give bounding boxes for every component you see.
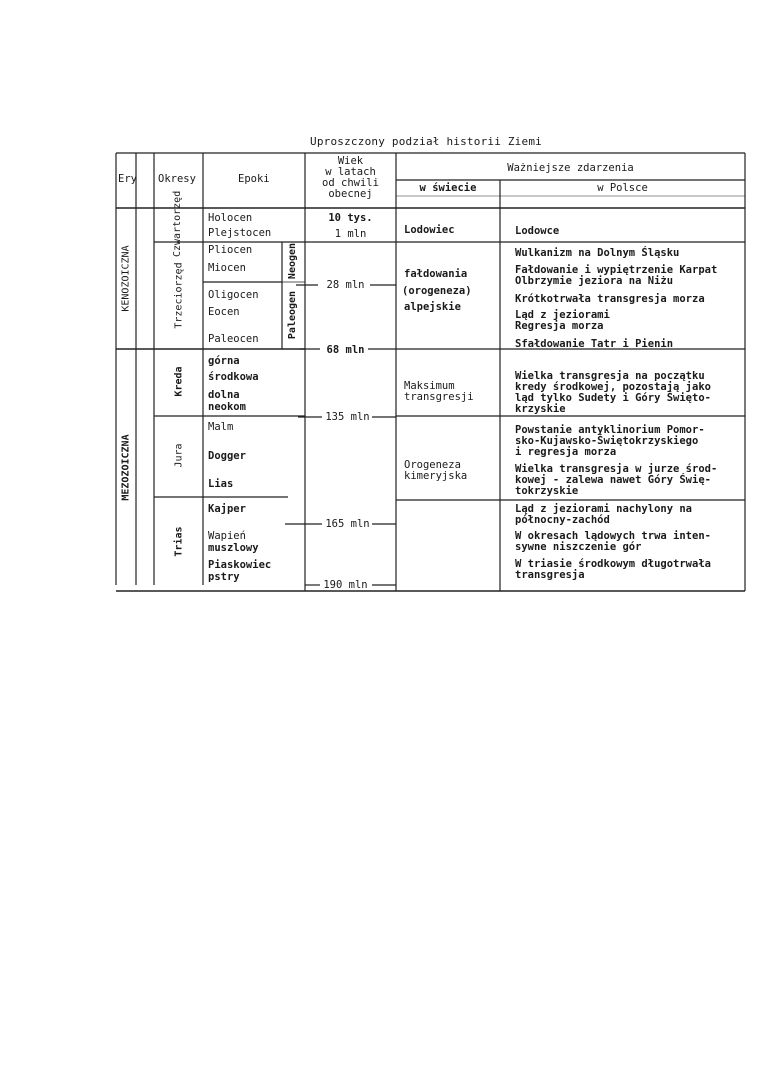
subperiod-neogen: Neogen xyxy=(287,242,298,280)
page-title: Uproszczony podział historii Ziemi xyxy=(310,135,542,148)
era-kenozoiczna: KENOZOICZNA xyxy=(120,245,132,312)
header-wiek-4: obecnej xyxy=(328,188,373,200)
pl-lad-nachylony-2: północny-zachód xyxy=(515,514,610,526)
epoch-dolna: dolna xyxy=(208,389,240,401)
header-w-swiecie: w świecie xyxy=(419,182,477,194)
age-1-mln: 1 mln xyxy=(334,228,367,240)
pl-antyklinorium-3: i regresja morza xyxy=(515,446,617,458)
pl-jura-1: Wielka transgresja w jurze środ- xyxy=(515,463,718,475)
epoch-kajper: Kajper xyxy=(208,503,246,515)
epoch-muszlowy: muszlowy xyxy=(208,542,259,554)
header-wiek-1: Wiek xyxy=(337,155,364,167)
age-135-mln: 135 mln xyxy=(325,411,370,423)
epoch-dogger: Dogger xyxy=(208,450,246,462)
pl-sfaldowanie-tatr: Sfałdowanie Tatr i Pienin xyxy=(515,338,674,350)
world-lodowiec: Lodowiec xyxy=(404,224,455,236)
age-10-tys: 10 tys. xyxy=(328,212,373,224)
period-kreda: Kreda xyxy=(173,366,185,397)
pl-lodowce: Lodowce xyxy=(515,225,560,237)
world-maksimum: Maksimum xyxy=(404,380,455,392)
pl-wielka-transgresja-1: Wielka transgresja na początku xyxy=(515,370,705,382)
world-faldowania: fałdowania xyxy=(404,268,468,280)
epoch-paleocen: Paleocen xyxy=(208,333,259,345)
period-jura: Jura xyxy=(173,443,185,468)
epoch-wapien: Wapień xyxy=(208,530,246,542)
pl-olbrzymie-jeziora: Olbrzymie jeziora na Niżu xyxy=(515,275,674,287)
epoch-miocen: Miocen xyxy=(208,262,246,274)
age-28-mln: 28 mln xyxy=(326,279,365,291)
header-ery: Ery xyxy=(118,173,137,185)
period-trzeciorzed: Trzeciorzęd xyxy=(173,262,185,329)
pl-niszczenie-1: W okresach lądowych trwa inten- xyxy=(515,530,711,542)
epoch-pliocen: Pliocen xyxy=(208,244,253,256)
world-orogeneza-kimeryjska-1: Orogeneza xyxy=(404,459,461,471)
pl-krotkotrwala: Krótkotrwała transgresja morza xyxy=(515,293,705,305)
epoch-srodkowa: środkowa xyxy=(208,371,259,383)
world-transgresji: transgresji xyxy=(404,391,474,403)
age-68-mln: 68 mln xyxy=(326,344,365,356)
period-czwartorzed: Czwartorzęd xyxy=(172,190,183,257)
header-epoki: Epoki xyxy=(238,173,270,185)
epoch-malm: Malm xyxy=(208,421,234,433)
pl-wielka-transgresja-2: kredy środkowej, pozostają jako xyxy=(515,381,711,393)
pl-regresja: Regresja morza xyxy=(515,320,604,332)
pl-lad-z-jeziorami: Ląd z jeziorami xyxy=(515,309,610,321)
period-trias: Trias xyxy=(173,526,185,557)
pl-wulkanizm: Wulkanizm na Dolnym Śląsku xyxy=(515,247,680,259)
header-wiek-3: od chwili xyxy=(322,177,379,189)
epoch-piaskowiec: Piaskowiec xyxy=(208,559,272,571)
age-165-mln: 165 mln xyxy=(325,518,370,530)
pl-trias-2: transgresja xyxy=(515,569,585,581)
pl-wielka-transgresja-3: ląd tylko Sudety i Góry Święto- xyxy=(515,392,711,404)
epoch-pstry: pstry xyxy=(208,571,240,583)
pl-lad-nachylony-1: Ląd z jeziorami nachylony na xyxy=(515,503,693,515)
world-orogeneza-kimeryjska-2: kimeryjska xyxy=(404,470,468,482)
header-okresy: Okresy xyxy=(158,173,196,185)
pl-trias-1: W triasie środkowym długotrwała xyxy=(515,558,711,570)
pl-jura-3: tokrzyskie xyxy=(515,485,579,497)
world-alpejskie: alpejskie xyxy=(404,301,461,313)
header-w-polsce: w Polsce xyxy=(597,182,648,194)
pl-antyklinorium-2: sko-Kujawsko-Świętokrzyskiego xyxy=(515,435,699,447)
epoch-oligocen: Oligocen xyxy=(208,289,259,301)
header-zdarzenia: Ważniejsze zdarzenia xyxy=(507,162,634,174)
epoch-eocen: Eocen xyxy=(208,306,240,318)
world-orogeneza: (orogeneza) xyxy=(402,285,472,297)
age-190-mln: 190 mln xyxy=(323,579,368,591)
era-mezozoiczna: MEZOZOICZNA xyxy=(120,434,132,501)
epoch-holocen: Holocen xyxy=(208,212,253,224)
epoch-neokom: neokom xyxy=(208,401,246,413)
subperiod-paleogen: Paleogen xyxy=(287,290,298,340)
pl-jura-2: kowej - zalewa nawet Góry Świę- xyxy=(515,474,711,486)
pl-wielka-transgresja-4: krzyskie xyxy=(515,403,566,415)
epoch-lias: Lias xyxy=(208,478,234,490)
header-wiek-2: w latach xyxy=(325,166,376,178)
pl-faldowanie-karpat: Fałdowanie i wypiętrzenie Karpat xyxy=(515,264,718,276)
pl-antyklinorium-1: Powstanie antyklinorium Pomor- xyxy=(515,424,705,436)
epoch-gorna: górna xyxy=(208,355,240,367)
pl-niszczenie-2: sywne niszczenie gór xyxy=(515,541,642,553)
epoch-plejstocen: Plejstocen xyxy=(208,227,272,239)
